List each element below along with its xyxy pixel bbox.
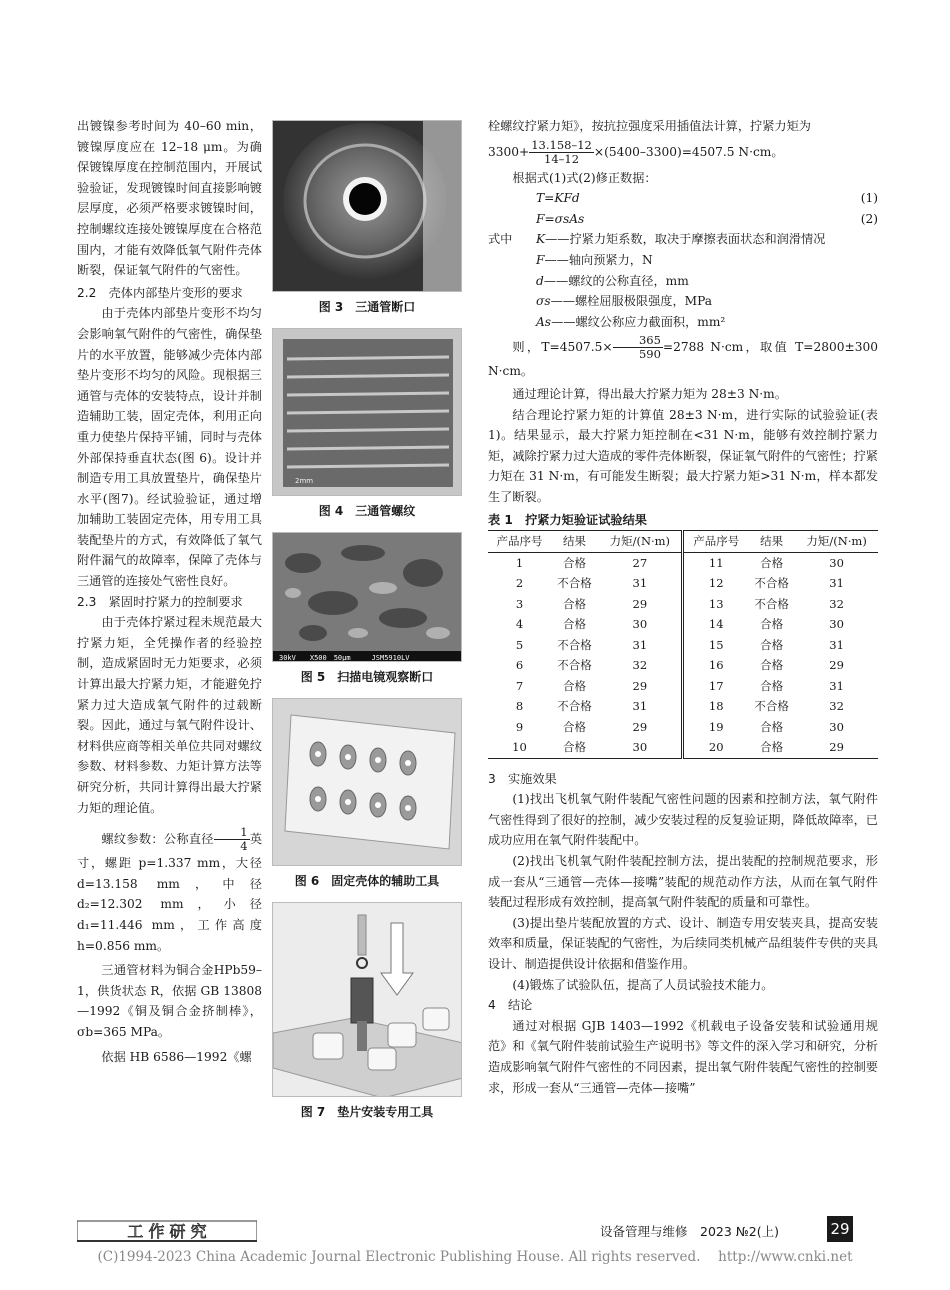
table-row	[488, 635, 878, 656]
table-cell: 29	[598, 676, 683, 697]
table-header: 力矩/(N·m)	[598, 531, 683, 553]
figure-3-caption: 图 3 三通管断口	[318, 300, 416, 314]
table-header-row	[488, 531, 878, 553]
page-number: 29	[827, 1216, 853, 1242]
table-cell: 19	[708, 719, 724, 734]
variable-symbol: K	[536, 232, 546, 247]
left-column	[77, 116, 262, 1067]
thread-params-text: 英寸，螺距 p=1.337 mm，大径 d=13.158 mm，中径 d₂=12.302 mm，小径 d₁=11.446 mm，工作高度 h=0.856 mm。	[77, 832, 263, 953]
fraction-denominator: 4	[240, 839, 248, 854]
section-banner	[77, 1219, 257, 1243]
paragraph: 出镀镍参考时间为 40–60 min，镀镍厚度应在 12–18 μm。为确保镀镍厚度在控制范围内，开展试验验证，发现镀镍时间直接影响镀层厚度，必须严格要求镀镍时间，控制螺纹连接处镀镍厚度在合格范围内，才能有效降低氧气附件壳体断裂，保证氧气附件的气密性。	[77, 119, 262, 278]
variable-desc: ——拧紧力矩系数，取决于摩擦表面状态和润滑情况	[545, 232, 826, 247]
paragraph	[77, 826, 262, 956]
right-column	[488, 116, 878, 1098]
table-cell: 20	[683, 737, 748, 758]
table-header: 产品序号	[683, 531, 748, 553]
table-cell: 29	[598, 594, 683, 615]
figure-7-caption: 图 7 垫片安装专用工具	[300, 1105, 434, 1119]
table-cell: 18	[708, 699, 724, 714]
variable-row	[488, 291, 878, 312]
table-cell: 17	[708, 678, 724, 693]
table-cell: 合格	[748, 737, 795, 758]
variable-row	[488, 312, 878, 333]
table-cell: 31	[829, 678, 844, 693]
table-cell: 15	[708, 637, 724, 652]
table-cell: 合格	[760, 617, 784, 632]
table-row	[488, 614, 878, 635]
table-cell: 13	[708, 596, 724, 611]
table-cell: 1	[515, 555, 524, 570]
equation-2	[488, 209, 878, 230]
table-cell: 10	[488, 737, 551, 758]
paragraph: 通过对根据 GJB 1403—1992《机载电子设备安装和试验通用规范》和《氧气附件装前试验生产说明书》等文件的深入学习和研究，分析造成影响氧气附件气密性的不同因素，提出氧气附件装配气密性的控制要求，形成一套从“三通管—壳体—接嘴”	[488, 1018, 878, 1095]
section-heading-3: 3 实施效果	[488, 771, 557, 786]
table-cell: 11	[708, 555, 724, 570]
calculation-line	[488, 334, 878, 382]
fraction-numerator: 13.158–12	[531, 137, 592, 152]
table-header: 产品序号	[488, 531, 551, 553]
table-cell: 29	[598, 717, 683, 738]
table-row	[488, 594, 878, 615]
paragraph: 三通管材料为铜合金HPb59–1，供货状态 R，依据 GB 13808—1992《铜及铜合金挤制棒》，σb=365 MPa。	[77, 963, 262, 1039]
section-heading-4: 4 结论	[488, 998, 533, 1013]
paragraph: (4)锻炼了试验队伍，提高了人员试验技术能力。	[512, 977, 774, 992]
figure-6-caption: 图 6 固定壳体的辅助工具	[294, 874, 440, 888]
table-cell: 合格	[760, 658, 784, 673]
table-cell: 合格	[551, 737, 598, 758]
variable-row	[488, 229, 878, 250]
table-cell: 16	[708, 658, 724, 673]
table-cell: 5	[515, 637, 524, 652]
table-row	[488, 737, 878, 758]
table-cell: 31	[829, 637, 844, 652]
calc-prefix: 3300+	[488, 144, 530, 159]
variable-symbol: σs	[536, 294, 551, 309]
journal-info: 设备管理与维修 2023 №2(上)	[600, 1224, 779, 1239]
variable-symbol: F	[536, 252, 545, 267]
table-cell: 不合格	[754, 576, 789, 591]
scale-label: 2mm	[295, 477, 314, 485]
where-label: 式中	[488, 232, 513, 247]
table-cell: 不合格	[754, 596, 789, 611]
table-cell: 8	[515, 699, 524, 714]
section-heading-2-2: 2.2 壳体内部垫片变形的要求	[77, 285, 243, 300]
figure-3-image	[272, 120, 462, 292]
calculation-line	[488, 139, 878, 166]
figure-5-caption: 图 5 扫描电镜观察断口	[300, 670, 434, 684]
thread-photo	[273, 329, 462, 496]
fraction	[613, 334, 663, 361]
table-cell: 4	[515, 617, 524, 632]
variable-symbol: As	[536, 314, 552, 329]
table-cell: 30	[829, 719, 844, 734]
table-cell: 30	[829, 617, 844, 632]
gasket-tool-drawing	[273, 903, 462, 1097]
table-cell: 合格	[563, 596, 587, 611]
paragraph: 通过理论计算，得出最大拧紧力矩为 28±3 N·m。	[512, 386, 787, 401]
table-cell: 29	[829, 658, 844, 673]
variable-desc: ——螺纹的公称直径，mm	[543, 273, 689, 288]
calc-suffix: =2788 N·cm，取值 T=2800±300 N·cm。	[488, 340, 878, 379]
table-cell: 6	[515, 658, 524, 673]
table-cell: 31	[598, 696, 683, 717]
table-row	[488, 696, 878, 717]
paragraph: 栓螺纹拧紧力矩》，按抗拉强度采用插值法计算，拧紧力矩为	[488, 119, 811, 133]
variable-symbol: d	[536, 273, 544, 288]
equation-1	[488, 188, 878, 209]
table-cell: 合格	[760, 637, 784, 652]
table-cell: 合格	[563, 719, 587, 734]
paragraph: 由于壳体拧紧过程未规范最大拧紧力矩，全凭操作者的经验控制，造成紧固时无力矩要求，必须计算出最大拧紧力矩，才能避免拧紧力过大造成氧气附件的过载断裂。因此，通过与氧气附件设计、材料供应商等相关单位共同对螺纹参数、材料参数、力矩计算方法等研究分析，共同计算得出最大拧紧力矩的理论值。	[77, 615, 262, 815]
banner-graphic	[77, 1219, 257, 1243]
calc-suffix: ×(5400–3300)=4507.5 N·cm。	[593, 144, 784, 159]
fraction-denominator: 14–12	[544, 151, 580, 166]
variable-row	[488, 271, 878, 292]
equation-text: F=σsAs	[536, 211, 585, 226]
calc-prefix: 则，T=4507.5×	[512, 340, 613, 355]
table-cell: 合格	[760, 555, 784, 570]
results-table	[488, 530, 878, 759]
banner-text: 工 作 研 究	[127, 1222, 207, 1241]
variable-desc: ——螺栓屈服极限强度，MPa	[550, 294, 713, 309]
table-cell: 9	[515, 719, 524, 734]
table-cell: 合格	[563, 617, 587, 632]
figure-6-image	[272, 698, 462, 866]
table-cell: 不合格	[557, 658, 592, 673]
table-cell: 31	[598, 573, 683, 594]
table-cell: 合格	[760, 719, 784, 734]
sem-info-bar: 30kV X500 50μm JSM5910LV	[279, 654, 410, 662]
variable-list	[488, 229, 878, 332]
table-cell: 3	[515, 596, 524, 611]
figure-4-caption: 图 4 三通管螺纹	[318, 504, 416, 518]
table-row	[488, 717, 878, 738]
fraction-numerator: 1	[214, 826, 250, 840]
table-cell: 31	[598, 635, 683, 656]
table-row	[488, 655, 878, 676]
table-cell: 14	[708, 617, 724, 632]
copyright-notice: (C)1994-2023 China Academic Journal Electronic Publishing House. All rights reserved. http://www.cnki.net	[97, 1249, 853, 1265]
table-cell: 27	[598, 552, 683, 573]
paragraph: (2)找出飞机氧气附件装配控制方法，提出装配的控制规范要求，形成一套从“三通管—壳体—接嘴”装配的规范动作方法，从而在氧气附件装配过程形成有效控制，提高氧气附件装配的质量和可靠性。	[488, 853, 878, 910]
fraction	[214, 826, 250, 853]
paragraph: 依据 HB 6586—1992《螺	[101, 1049, 252, 1064]
table-cell: 不合格	[754, 699, 789, 714]
equation-number: (1)	[860, 191, 878, 206]
paragraph: 结合理论拧紧力矩的计算值 28±3 N·m，进行实际的试验验证(表 1)。结果显示，最大拧紧力矩控制在<31 N·m，能够有效控制拧紧力矩，减除拧紧力过大造成的零件壳体断裂，保证氧气附件的气密性；拧紧力矩在 31 N·m，有可能发生断裂；最大拧紧力矩>31 N·m，样本都发生了断裂。	[488, 407, 878, 504]
table-cell: 不合格	[557, 699, 592, 714]
figure-7-image	[272, 902, 462, 1097]
paragraph: (3)提出垫片装配放置的方式、设计、制造专用安装夹具，提高安装效率和质量，保证装配的气密性，为后续同类机械产品组装件专供的夹具设计、制造提供设计依据和借鉴作用。	[488, 915, 878, 971]
fraction-denominator: 590	[638, 347, 661, 362]
table-row	[488, 552, 878, 573]
table-title: 表 1 拧紧力矩验证试验结果	[488, 512, 647, 527]
fixture-drawing	[273, 699, 462, 866]
table-cell: 合格	[563, 555, 587, 570]
figure-column	[272, 120, 462, 1127]
figure-4-image	[272, 328, 462, 496]
paragraph: 根据式(1)式(2)修正数据：	[512, 170, 657, 185]
table-cell: 29	[795, 737, 878, 758]
figure-5-image	[272, 532, 462, 662]
table-cell: 32	[829, 699, 844, 714]
table-cell: 不合格	[557, 576, 592, 591]
table-row	[488, 573, 878, 594]
table-cell: 32	[829, 596, 844, 611]
table-cell: 30	[598, 737, 683, 758]
variable-desc: ——螺纹公称应力截面积，mm²	[551, 314, 726, 329]
paragraph: (1)找出飞机氧气附件装配气密性问题的因素和控制方法，氧气附件气密性得到了很好的控制，减少安装过程的反复验证期，降低故障率，已成功应用在氧气附件装配中。	[488, 792, 878, 848]
table-row	[488, 676, 878, 697]
table-cell: 不合格	[557, 637, 592, 652]
variable-desc: ——轴向预紧力，N	[544, 252, 653, 267]
equation-number: (2)	[860, 211, 878, 226]
table-cell: 31	[829, 576, 844, 591]
table-cell: 30	[598, 614, 683, 635]
fraction	[529, 139, 594, 166]
table-cell: 7	[515, 678, 524, 693]
sem-photo	[273, 533, 462, 662]
equation-text: T=KFd	[536, 191, 580, 206]
table-cell: 2	[515, 576, 524, 591]
table-cell: 合格	[760, 678, 784, 693]
table-cell: 30	[829, 555, 844, 570]
variable-row	[488, 250, 878, 271]
thread-params-label: 螺纹参数：公称直径	[101, 832, 214, 847]
table-cell: 12	[708, 576, 724, 591]
fraction-numerator: 365	[613, 334, 663, 348]
section-heading-2-3: 2.3 紧固时拧紧力的控制要求	[77, 594, 243, 609]
table-cell: 合格	[563, 678, 587, 693]
table-header: 结果	[748, 531, 795, 553]
table-header: 结果	[551, 531, 598, 553]
paragraph: 由于壳体内部垫片变形不均匀会影响氧气附件的气密性，确保垫片的水平放置，能够减少壳体内部垫片变形不均匀的风险。现根据三通管与壳体的安装特点，设计并制造辅助工装，固定壳体，利用正向重力使垫片保持平铺，同时与壳体外部保持垂直状态(图 6)。设计并制造专用工具放置垫片，确保垫片水平(图7)。经试验验证，通过增加辅助工装固定壳体，用专用工具装配垫片的方式，有效降低了氧气附件漏气的故障率，保障了壳体与三通管的连接处气密性良好。	[77, 306, 262, 589]
table-header: 力矩/(N·m)	[795, 531, 878, 553]
table-cell: 32	[598, 655, 683, 676]
fracture-photo	[273, 121, 462, 292]
